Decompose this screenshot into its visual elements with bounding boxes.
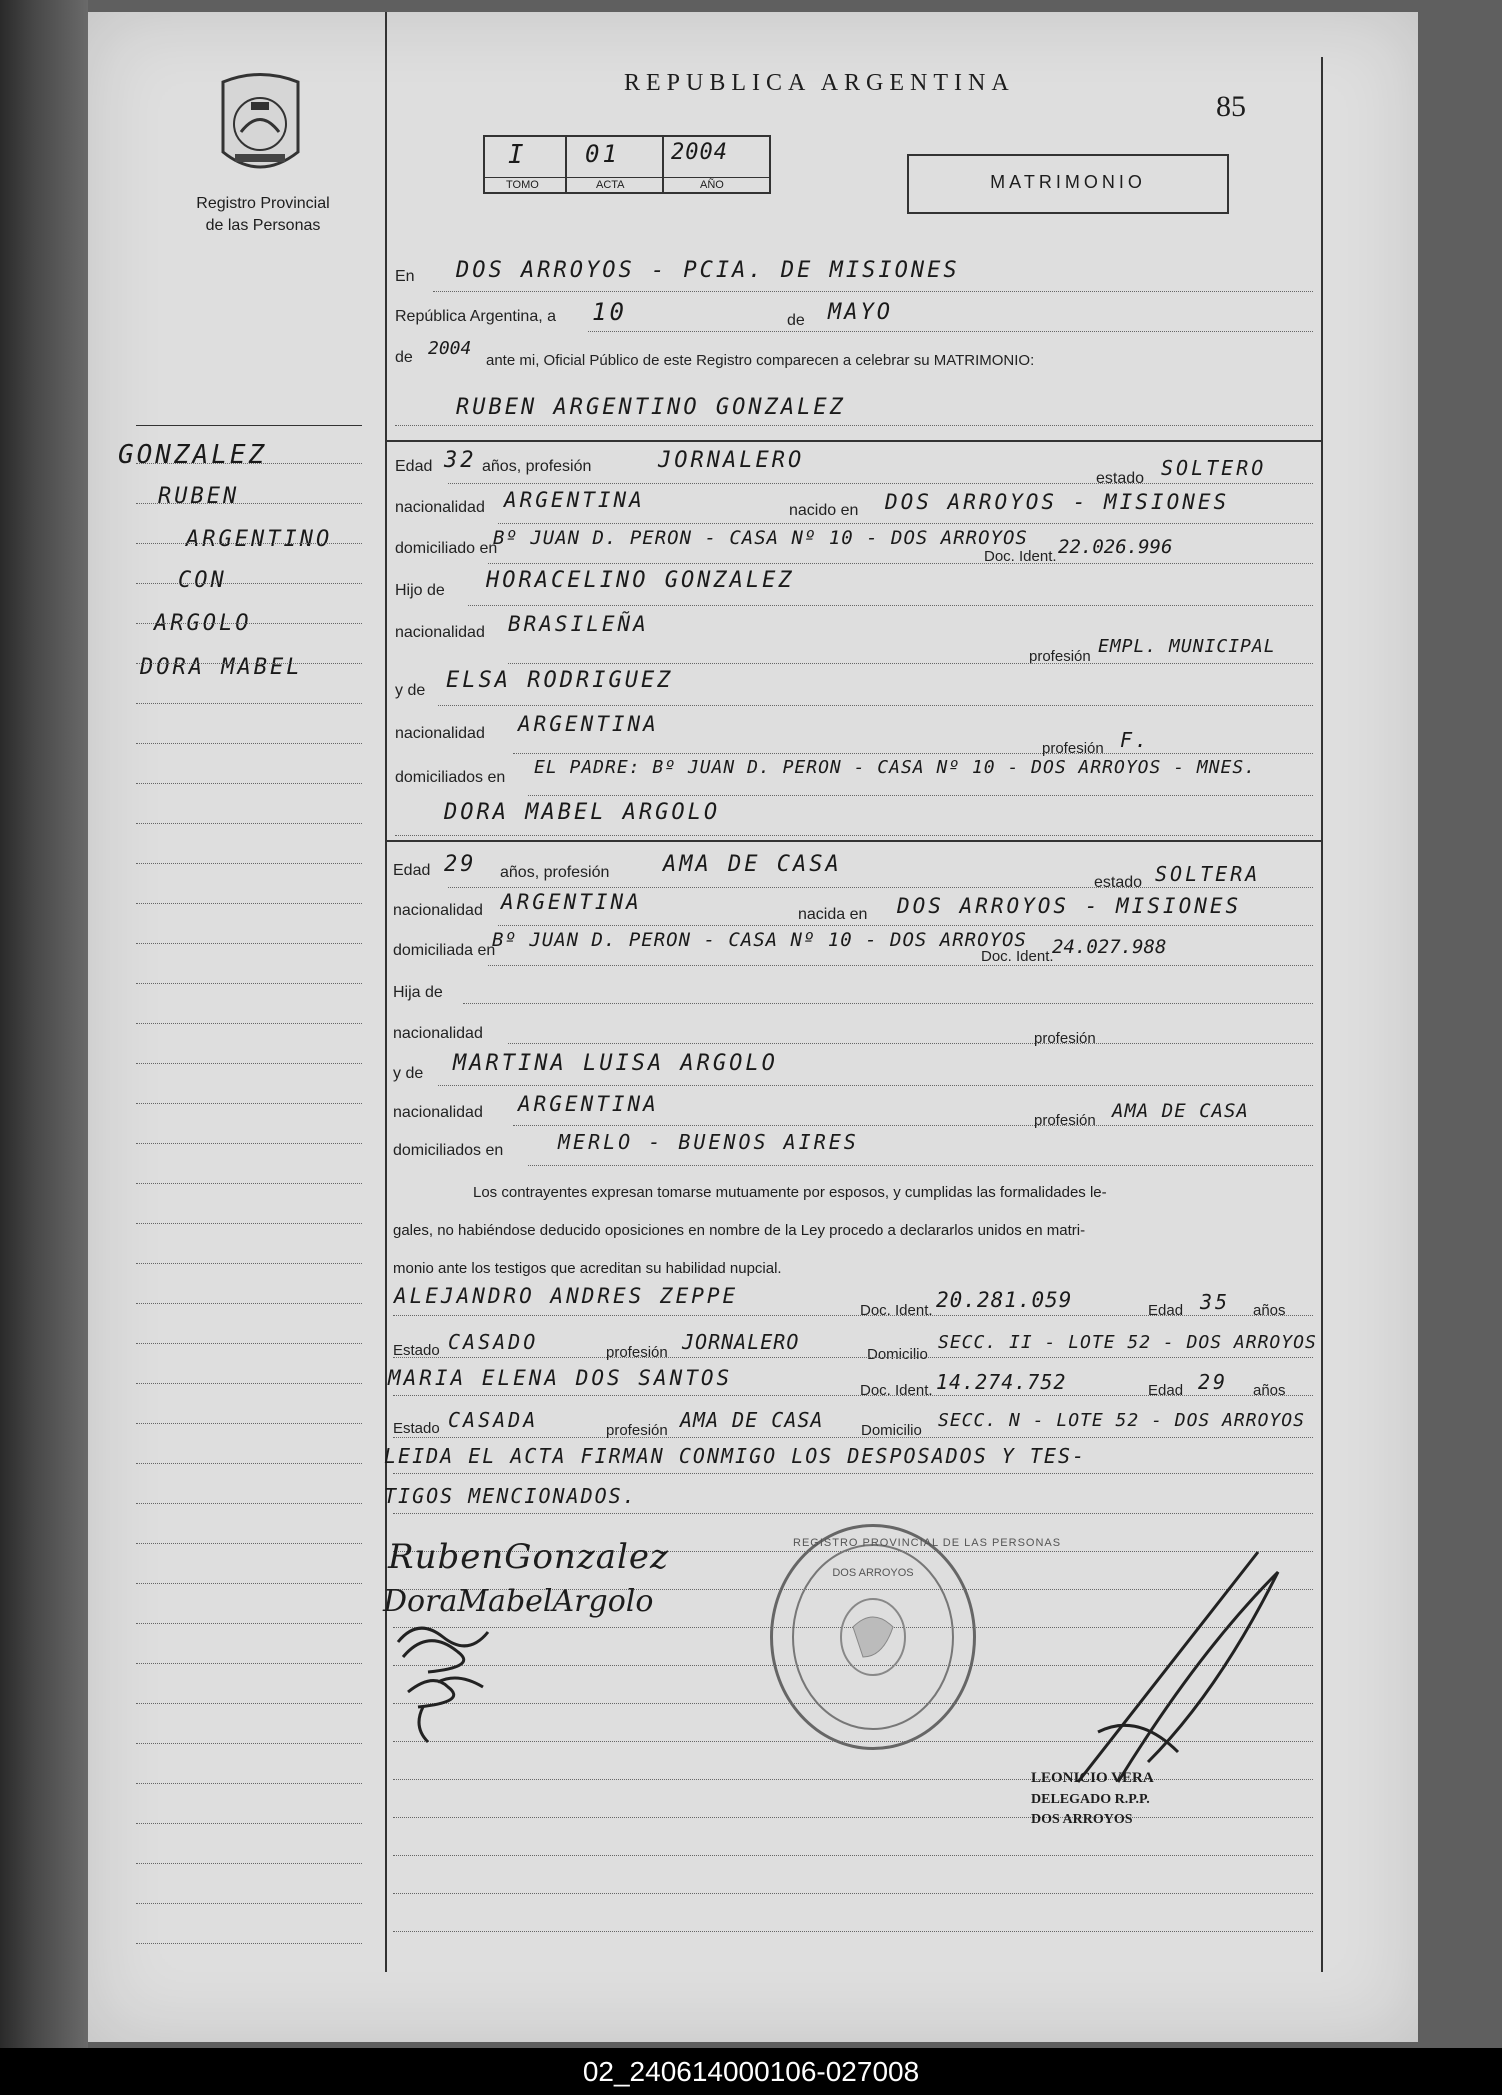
groom-name-line xyxy=(395,424,1313,426)
declaration-line-3: monio ante los testigos que acreditan su habilidad nupcial. xyxy=(393,1260,782,1277)
margin-ruled-line xyxy=(136,1822,362,1824)
country-heading: REPUBLICA ARGENTINA xyxy=(624,70,1015,96)
seal-ring-text: REGISTRO PROVINCIAL DE LAS PERSONAS xyxy=(793,1537,1062,1549)
margin-ruled-line xyxy=(136,542,362,544)
de-label: de xyxy=(787,312,805,329)
bride-nacida-label: nacida en xyxy=(798,906,868,923)
bride-mother-line xyxy=(438,1084,1313,1086)
de2-label: de xyxy=(395,349,413,366)
bride-mother-profesion-label: profesión xyxy=(1034,1112,1096,1129)
bride-domicilio-line xyxy=(488,964,1313,966)
groom-mother-profession: F. xyxy=(1120,728,1151,752)
ceremony-place: DOS ARROYOS - PCIA. DE MISIONES xyxy=(456,258,960,283)
witness2-doc-id: 14.274.752 xyxy=(936,1370,1067,1394)
groom-edad-line xyxy=(448,482,1313,484)
margin-ruled-line xyxy=(136,1302,362,1304)
margin-top-rule xyxy=(136,425,362,426)
witness2-edad-label: Edad xyxy=(1148,1382,1184,1399)
groom-nacionalidad-line xyxy=(498,522,1313,524)
page-number: 85 xyxy=(1216,90,1246,123)
margin-ruled-line xyxy=(136,822,362,824)
margin-line-6: DORA MABEL xyxy=(140,655,303,680)
document-page xyxy=(88,12,1418,2042)
body-ruled-line xyxy=(393,1892,1313,1894)
witness1-name: ALEJANDRO ANDRES ZEPPE xyxy=(394,1284,739,1308)
closing-line-1-rule xyxy=(393,1472,1313,1474)
closing-line-2: TIGOS MENCIONADOS. xyxy=(384,1484,637,1508)
margin-ruled-line xyxy=(136,462,362,464)
groom-father-line xyxy=(468,604,1313,606)
witness2-profesion-label: profesión xyxy=(606,1422,668,1439)
declaration-line-1: Los contrayentes expresan tomarse mutuamente por esposos, y cumplidas las formalidades le- xyxy=(473,1184,1107,1201)
groom-address: Bº JUAN D. PERON - CASA Nº 10 - DOS ARROYOS xyxy=(493,527,1028,549)
margin-ruled-line xyxy=(136,782,362,784)
witness2-status: CASADA xyxy=(448,1408,539,1432)
bride-father-line xyxy=(463,1002,1313,1004)
bride-mother-name: MARTINA LUISA ARGOLO xyxy=(453,1051,778,1076)
groom-profession: JORNALERO xyxy=(658,448,805,473)
bride-doc-label: Doc. Ident. xyxy=(981,948,1054,965)
groom-mother-nacionalidad-line xyxy=(513,752,1313,754)
margin-ruled-line xyxy=(136,742,362,744)
bride-address: Bº JUAN D. PERON - CASA Nº 10 - DOS ARROYOS xyxy=(492,929,1027,951)
witness1-doc-label: Doc. Ident. xyxy=(860,1302,933,1319)
groom-domiciliado-label: domiciliado en xyxy=(395,540,498,557)
bride-birthplace: DOS ARROYOS - MISIONES xyxy=(897,894,1242,918)
margin-line-4: CON xyxy=(178,568,227,593)
margin-ruled-line xyxy=(136,1262,362,1264)
witness2-profession: AMA DE CASA xyxy=(680,1408,824,1432)
witness1-profesion-label: profesión xyxy=(606,1344,668,1361)
bride-domiciliada-label: domiciliada en xyxy=(393,942,496,959)
binding-spine xyxy=(0,0,88,2095)
witness2-estado-line xyxy=(393,1436,1313,1438)
registry-seal xyxy=(770,1524,1062,1750)
witness2-doc-label: Doc. Ident. xyxy=(860,1382,933,1399)
witness1-profession: JORNALERO xyxy=(682,1330,800,1354)
acta-value: 01 xyxy=(585,140,620,168)
bride-parents-dom-label: domiciliados en xyxy=(393,1142,504,1159)
bride-edad-line xyxy=(448,886,1313,888)
groom-father-profesion-label: profesión xyxy=(1029,648,1091,665)
groom-yde-label: y de xyxy=(395,682,426,699)
margin-ruled-line xyxy=(136,622,362,624)
body-ruled-line xyxy=(393,1854,1313,1856)
groom-edad-label: Edad xyxy=(395,458,433,475)
bride-profesion-label: años, profesión xyxy=(500,864,610,881)
bride-nacionalidad-label: nacionalidad xyxy=(393,902,483,919)
seal-inner-text: DOS ARROYOS xyxy=(832,1567,914,1579)
groom-estado-label: estado xyxy=(1096,470,1145,487)
margin-line-1: GONZALEZ xyxy=(118,440,268,470)
anio-value: 2004 xyxy=(671,140,728,165)
official-title: DELEGADO R.P.P. xyxy=(1031,1792,1150,1807)
witness2-age: 29 xyxy=(1198,1370,1229,1394)
margin-ruled-line xyxy=(136,1222,362,1224)
bride-father-nacionalidad-line xyxy=(508,1042,1313,1044)
witness1-domicilio-label: Domicilio xyxy=(867,1346,928,1363)
body-ruled-line xyxy=(393,1512,1313,1514)
en-label: En xyxy=(395,268,415,285)
margin-ruled-line xyxy=(136,1342,362,1344)
bride-doc-id: 24.027.988 xyxy=(1052,936,1167,958)
groom-parents-dom-label: domiciliados en xyxy=(395,769,506,786)
groom-father-name: HORACELINO GONZALEZ xyxy=(486,568,795,593)
closing-line-1: LEIDA EL ACTA FIRMAN CONMIGO LOS DESPOSADOS Y TES- xyxy=(384,1444,1087,1468)
official-office: DOS ARROYOS xyxy=(1031,1812,1133,1827)
witness1-anos-label: años xyxy=(1253,1302,1286,1319)
ceremony-place-line xyxy=(433,290,1313,292)
groom-profesion-label: años, profesión xyxy=(482,458,592,475)
margin-ruled-line xyxy=(136,662,362,664)
margin-ruled-line xyxy=(136,1902,362,1904)
witness1-address: SECC. II - LOTE 52 - DOS ARROYOS xyxy=(938,1332,1317,1353)
intro-statement: ante mi, Oficial Público de este Registro comparecen a celebrar su MATRIMONIO: xyxy=(486,352,1035,369)
groom-birthplace: DOS ARROYOS - MISIONES xyxy=(885,490,1230,514)
bride-profession: AMA DE CASA xyxy=(663,852,842,877)
record-id-label-rule xyxy=(483,177,771,178)
margin-ruled-line xyxy=(136,702,362,704)
ceremony-date-line xyxy=(588,330,1313,332)
margin-ruled-line xyxy=(136,1582,362,1584)
margin-ruled-line xyxy=(136,1382,362,1384)
margin-line-2: RUBEN xyxy=(158,484,240,509)
groom-doc-id: 22.026.996 xyxy=(1058,536,1173,558)
province-emblem-icon xyxy=(213,72,308,182)
margin-ruled-line xyxy=(136,862,362,864)
groom-parents-line xyxy=(528,794,1313,796)
groom-father-profession: EMPL. MUNICIPAL xyxy=(1098,636,1276,657)
margin-ruled-line xyxy=(136,1942,362,1944)
witness2-anos-label: años xyxy=(1253,1382,1286,1399)
record-id-divider-1 xyxy=(565,135,567,192)
left-column-rule xyxy=(385,12,387,1972)
groom-parents-address: EL PADRE: Bº JUAN D. PERON - CASA Nº 10 - DOS ARROYOS - MNES. xyxy=(534,757,1257,778)
ceremony-day: 10 xyxy=(592,298,627,326)
bride-status: SOLTERA xyxy=(1155,862,1261,886)
margin-ruled-line xyxy=(136,1462,362,1464)
body-ruled-line xyxy=(393,1930,1313,1932)
groom-mother-profesion-label: profesión xyxy=(1042,740,1104,757)
acta-label: ACTA xyxy=(596,179,625,191)
bride-section-rule xyxy=(387,840,1322,842)
margin-ruled-line xyxy=(136,942,362,944)
groom-hijo-label: Hijo de xyxy=(395,582,445,599)
bride-nationality: ARGENTINA xyxy=(501,890,642,914)
document-type: MATRIMONIO xyxy=(990,172,1146,192)
bride-mother-nacionalidad-label: nacionalidad xyxy=(393,1104,483,1121)
ceremony-month: MAYO xyxy=(828,300,893,325)
registry-name-line2: de las Personas xyxy=(205,217,321,234)
bride-mother-nationality: ARGENTINA xyxy=(518,1092,659,1116)
bride-name-line xyxy=(395,834,1313,836)
groom-nationality: ARGENTINA xyxy=(504,488,645,512)
bride-yde-label: y de xyxy=(393,1065,424,1082)
witness1-edad-label: Edad xyxy=(1148,1302,1184,1319)
bride-age: 29 xyxy=(444,852,477,877)
witness2-name-line xyxy=(393,1394,1313,1396)
bride-parents-address: MERLO - BUENOS AIRES xyxy=(558,1130,859,1154)
bride-hija-label: Hija de xyxy=(393,984,443,1001)
bride-parents-line xyxy=(528,1164,1313,1166)
witness1-age: 35 xyxy=(1200,1290,1231,1314)
tomo-label: TOMO xyxy=(506,179,539,191)
bride-full-name: DORA MABEL ARGOLO xyxy=(444,800,721,825)
margin-ruled-line xyxy=(136,1782,362,1784)
margin-ruled-line xyxy=(136,1142,362,1144)
bride-mother-nacionalidad-line xyxy=(513,1124,1313,1126)
groom-mother-nacionalidad-label: nacionalidad xyxy=(395,725,485,742)
margin-ruled-line xyxy=(136,1862,362,1864)
witness1-name-line xyxy=(393,1314,1313,1316)
witness1-estado-label: Estado xyxy=(393,1342,440,1359)
margin-ruled-line xyxy=(136,1182,362,1184)
margin-ruled-line xyxy=(136,1742,362,1744)
witness2-domicilio-label: Domicilio xyxy=(861,1422,922,1439)
bride-signature: DoraMabelArgolo xyxy=(383,1584,654,1619)
margin-ruled-line xyxy=(136,1702,362,1704)
margin-ruled-line xyxy=(136,982,362,984)
bride-father-nacionalidad-label: nacionalidad xyxy=(393,1025,483,1042)
groom-full-name: RUBEN ARGENTINO GONZALEZ xyxy=(456,395,846,420)
groom-status: SOLTERO xyxy=(1161,456,1267,480)
margin-ruled-line xyxy=(136,1102,362,1104)
margin-ruled-line xyxy=(136,902,362,904)
body-ruled-line xyxy=(393,1816,1313,1818)
republica-label: República Argentina, a xyxy=(395,308,556,325)
margin-ruled-line xyxy=(136,1622,362,1624)
margin-line-5: ARGOLO xyxy=(154,611,252,636)
groom-doc-label: Doc. Ident. xyxy=(984,548,1057,565)
file-id-footer: 02_240614000106-027008 xyxy=(0,2048,1502,2095)
bride-mother-profession: AMA DE CASA xyxy=(1112,1100,1249,1122)
groom-father-nationality: BRASILEÑA xyxy=(508,612,649,636)
margin-ruled-line xyxy=(136,1062,362,1064)
groom-father-nacionalidad-line xyxy=(508,662,1313,664)
groom-nacido-label: nacido en xyxy=(789,502,859,519)
witness-signatures xyxy=(388,1617,498,1747)
registry-name-line1: Registro Provincial xyxy=(196,195,330,212)
groom-mother-nationality: ARGENTINA xyxy=(518,712,659,736)
margin-ruled-line xyxy=(136,1662,362,1664)
groom-mother-line xyxy=(438,704,1313,706)
witness2-name: MARIA ELENA DOS SANTOS xyxy=(388,1366,733,1390)
groom-section-rule xyxy=(387,440,1322,442)
groom-mother-name: ELSA RODRIGUEZ xyxy=(446,668,674,693)
margin-ruled-line xyxy=(136,1502,362,1504)
bride-father-profesion-label: profesión xyxy=(1034,1030,1096,1047)
official-name: LEONICIO VERA xyxy=(1031,1770,1154,1786)
groom-father-nacionalidad-label: nacionalidad xyxy=(395,624,485,641)
margin-ruled-line xyxy=(136,582,362,584)
declaration-line-2: gales, no habiéndose deducido oposiciones en nombre de la Ley procedo a declararlos unidos en matri- xyxy=(393,1222,1086,1239)
margin-ruled-line xyxy=(136,1022,362,1024)
margin-line-3: ARGENTINO xyxy=(186,527,333,552)
groom-domicilio-line xyxy=(488,562,1313,564)
record-id-divider-2 xyxy=(662,135,664,192)
margin-ruled-line xyxy=(136,1542,362,1544)
official-signature xyxy=(1058,1532,1338,1792)
groom-nacionalidad-label: nacionalidad xyxy=(395,499,485,516)
witness1-status: CASADO xyxy=(448,1330,539,1354)
anio-label: AÑO xyxy=(700,179,724,191)
groom-signature: RubenGonzalez xyxy=(388,1537,669,1577)
groom-age: 32 xyxy=(444,448,477,473)
bride-nacionalidad-line xyxy=(498,924,1313,926)
witness2-address: SECC. N - LOTE 52 - DOS ARROYOS xyxy=(938,1410,1305,1431)
bride-estado-label: estado xyxy=(1094,874,1143,891)
witness2-estado-label: Estado xyxy=(393,1420,440,1437)
margin-ruled-line xyxy=(136,502,362,504)
witness1-estado-line xyxy=(393,1356,1313,1358)
witness1-doc-id: 20.281.059 xyxy=(936,1288,1073,1312)
ceremony-year: 2004 xyxy=(428,338,472,359)
bride-edad-label: Edad xyxy=(393,862,431,879)
tomo-value: I xyxy=(508,140,527,170)
margin-ruled-line xyxy=(136,1422,362,1424)
